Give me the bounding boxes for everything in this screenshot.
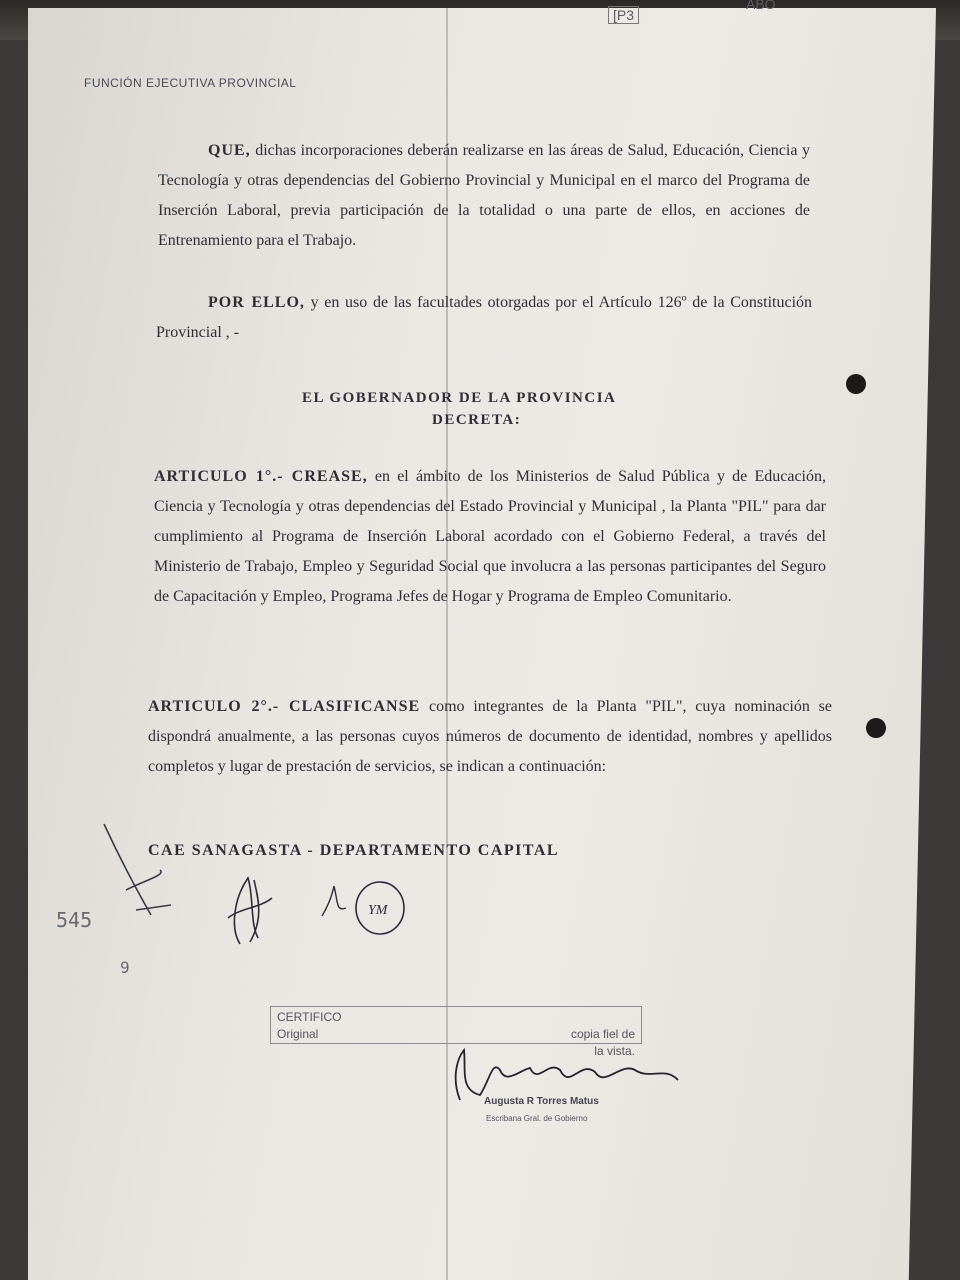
paragraph-que-text: dichas incorporaciones deberán realizarse en las áreas de Salud, Educación, Ciencia y Tecnología y otras dependencias del Gobierno Provincial y Municipal en el marco del Programa de Inserción Laboral, previa participación de la totalidad o una parte de ellos, en acciones de Entrenamiento para el Trabajo. (158, 142, 810, 249)
article-2 (148, 692, 832, 782)
document-header: FUNCIÓN EJECUTIVA PROVINCIAL (84, 76, 297, 90)
article-2-text: como integrantes de la Planta "PIL", cuya nominación se dispondrá anualmente, a las personas cuyos números de documento de identidad, nombres y apellidos completos y lugar de prestación de servicios, se indican a continuación: (148, 698, 832, 775)
article-1 (154, 462, 826, 612)
paragraph-por-ello (156, 288, 812, 348)
punch-hole-top (846, 374, 866, 394)
initials-stamp (318, 876, 408, 940)
governor-title: EL GOBERNADOR DE LA PROVINCIA (302, 390, 617, 406)
initials-text: YM (368, 903, 388, 918)
paragraph-que (158, 136, 810, 256)
location-heading: CAE SANAGASTA - DEPARTAMENTO CAPITAL (148, 842, 560, 859)
article-1-lead: ARTICULO 1°.- CREASE, (154, 468, 368, 485)
cert-line1-right: copia fiel de (570, 1027, 635, 1041)
margin-folio-number: 545 (56, 908, 93, 932)
paragraph-por-ello-lead: POR ELLO, (208, 294, 305, 311)
paragraph-por-ello-text: y en uso de las facultades otorgadas por el Artículo 126º de la Constitución Provincial , - (156, 294, 813, 341)
cert-line2-right: la vista. (594, 1044, 635, 1058)
signature-1 (220, 868, 280, 948)
stamp-right: ABO (746, 0, 776, 12)
punch-hole-bottom (866, 718, 886, 738)
signer-role: Escribana Gral. de Gobierno (486, 1114, 588, 1123)
margin-mark: 9 (120, 958, 130, 977)
signer-name: Augusta R Torres Matus (484, 1096, 599, 1107)
cert-line2-left: Original (277, 1027, 319, 1041)
stamp-left: [P3 (608, 6, 639, 24)
certification-stamp (270, 1006, 642, 1058)
cert-line1-left: CERTIFICO (277, 1010, 342, 1024)
margin-signature (96, 820, 196, 930)
decree-word: DECRETA: (432, 412, 522, 428)
article-2-lead: ARTICULO 2°.- CLASIFICANSE (148, 698, 421, 715)
paragraph-que-lead: QUE, (208, 142, 251, 159)
article-1-text: en el ámbito de los Ministerios de Salud Pública y de Educación, Ciencia y Tecnología y otras dependencias del Estado Provincial y Municipal , la Planta "PIL" para dar cumplimiento al Programa de Inserción Laboral acordado con el Gobierno Federal, a través del Ministerio de Trabajo, Empleo y Seguridad Social que involucra a las personas participantes del Seguro de Capacitación y Empleo, Programa Jefes de Hogar y Programa de Empleo Comunitario. (154, 468, 826, 605)
